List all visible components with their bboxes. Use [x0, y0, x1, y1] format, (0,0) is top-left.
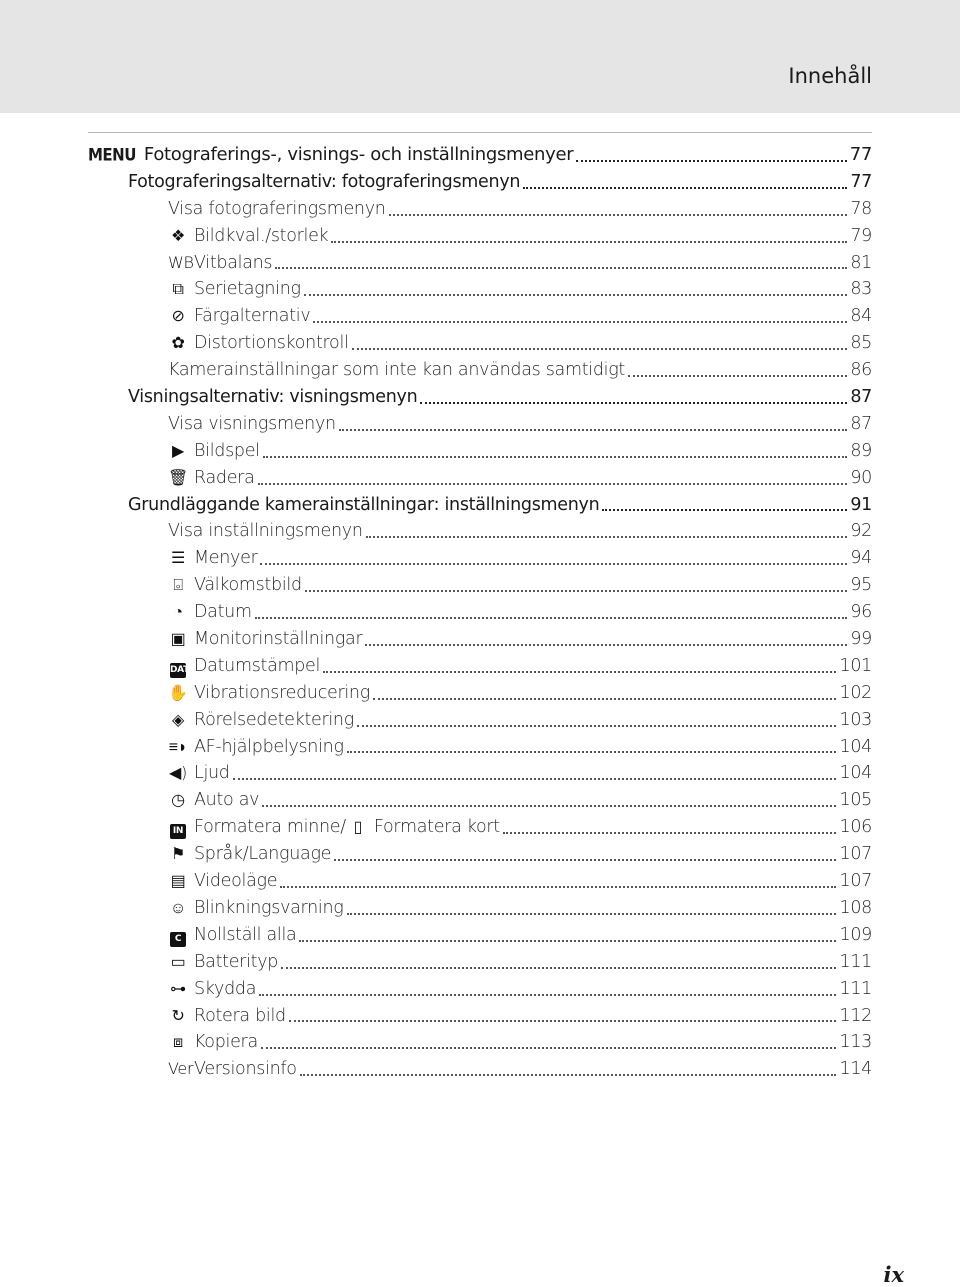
dot-leader	[299, 940, 836, 942]
memory-card-icon: ▯	[353, 817, 363, 837]
sound-icon: ◀)	[169, 763, 187, 783]
toc-entry-label	[168, 438, 260, 465]
toc-entry[interactable]	[88, 357, 872, 384]
toc-entry-text: Datum	[194, 602, 252, 623]
toc-entry-text: Vitbalans	[194, 252, 273, 273]
date-clock-icon: ◔	[173, 602, 183, 622]
toc-entry-page: 104	[839, 736, 872, 757]
toc-entry-page: 90	[850, 467, 872, 488]
toc-entry-text: Vibrationsreducering	[194, 682, 370, 703]
toc-entry[interactable]	[88, 599, 872, 626]
continuous-icon: ⧉	[172, 279, 184, 299]
toc-entry-text: Fotograferingsalternativ: fotograferingsmenyn	[128, 171, 521, 192]
toc-entry-text: AF-hjälpbelysning	[194, 736, 344, 757]
toc-entry-page: 107	[839, 871, 872, 892]
dot-leader	[347, 913, 837, 915]
welcome-screen-icon: ⌻	[173, 575, 183, 595]
toc-entry[interactable]	[88, 760, 872, 787]
toc-entry-label	[168, 465, 255, 492]
toc-entry-text: Skydda	[194, 978, 257, 999]
toc-entry-page: 77	[849, 144, 872, 165]
toc-entry-label	[168, 760, 230, 787]
slide-show-icon: ▶	[171, 440, 184, 460]
dot-leader	[576, 160, 846, 162]
toc-entry[interactable]	[88, 411, 872, 438]
toc-entry[interactable]	[88, 626, 872, 653]
dot-leader	[331, 241, 847, 243]
toc-entry-text: Färgalternativ	[194, 306, 311, 327]
dot-leader	[503, 832, 837, 834]
toc-entry[interactable]	[88, 196, 872, 223]
toc-entry-page: 108	[839, 897, 872, 918]
delete-icon: 🗑	[168, 467, 189, 487]
toc-entry[interactable]	[88, 169, 872, 196]
toc-entry-page: 91	[850, 494, 872, 515]
toc-entry-label	[168, 814, 500, 841]
toc-entry[interactable]	[88, 465, 872, 492]
toc-entry-label	[168, 626, 362, 653]
toc-entry[interactable]	[88, 841, 872, 868]
toc-entry-page: 111	[839, 951, 872, 972]
toc-entry-page: 94	[850, 548, 872, 569]
toc-entry[interactable]	[88, 976, 872, 1003]
toc-entry[interactable]	[88, 276, 872, 303]
toc-entry-text: Visa inställningsmenyn	[168, 521, 363, 542]
toc-entry-page: 111	[839, 978, 872, 999]
toc-entry-label	[168, 357, 625, 384]
dot-leader	[281, 967, 836, 969]
toc-entry-label	[168, 895, 344, 922]
toc-entry-label	[168, 572, 302, 599]
toc-entry-label	[168, 1056, 297, 1083]
toc-entry-page: 77	[850, 171, 872, 192]
dot-leader	[602, 509, 847, 511]
toc-entry-text: Rotera bild	[194, 1005, 286, 1026]
vibration-reduction-icon: ✋	[168, 682, 188, 702]
menu-icon: MENU	[88, 144, 136, 166]
toc-entry[interactable]	[88, 1056, 872, 1083]
toc-entry-label	[168, 841, 331, 868]
toc-entry-page: 87	[850, 413, 872, 434]
toc-entry[interactable]	[88, 895, 872, 922]
dot-leader	[259, 994, 836, 996]
protect-icon: ⊶	[170, 978, 186, 998]
toc-entry[interactable]	[88, 142, 872, 169]
toc-entry-label	[168, 680, 370, 707]
auto-off-icon: ◷	[171, 790, 185, 810]
video-mode-icon: ▤	[170, 871, 186, 891]
dot-leader	[233, 778, 837, 780]
language-icon: ⚑	[170, 844, 186, 864]
white-balance-icon: WB	[168, 252, 194, 272]
toc-entry-text: Bildkval./storlek	[194, 225, 329, 246]
table-of-contents	[88, 142, 872, 1083]
toc-entry-label	[168, 330, 349, 357]
dot-leader	[352, 348, 848, 350]
motion-detection-icon: ◈	[171, 709, 184, 729]
toc-entry-text: Formatera minne/	[194, 817, 346, 838]
toc-entry-label	[168, 787, 259, 814]
toc-entry-text: Grundläggande kamerainställningar: inställningsmenyn	[128, 494, 600, 515]
toc-entry-page: 89	[850, 440, 872, 461]
dot-leader	[258, 483, 848, 485]
toc-entry[interactable]	[88, 734, 872, 761]
dot-leader	[523, 187, 847, 189]
toc-entry[interactable]	[88, 1003, 872, 1030]
dot-leader	[263, 456, 848, 458]
toc-entry-label	[168, 1029, 258, 1056]
toc-entry-label	[88, 142, 573, 169]
dot-leader	[280, 886, 836, 888]
toc-entry-text: Monitorinställningar	[194, 629, 363, 650]
toc-entry-text: Distortionskontroll	[194, 333, 349, 354]
battery-type-icon: ▭	[170, 951, 186, 971]
toc-entry-label	[168, 868, 277, 895]
toc-entry-label	[168, 223, 328, 250]
toc-entry-page: 99	[850, 629, 872, 650]
toc-entry-text: Kopiera	[194, 1032, 258, 1053]
toc-entry-text: Bildspel	[194, 440, 260, 461]
toc-entry-label	[168, 599, 252, 626]
toc-entry-label	[168, 250, 272, 277]
toc-entry[interactable]	[88, 545, 872, 572]
toc-entry-text: Serietagning	[194, 279, 301, 300]
dot-leader	[389, 214, 848, 216]
toc-entry-label	[168, 707, 354, 734]
toc-entry-page: 84	[850, 306, 872, 327]
toc-entry-text: Fotograferings-, visnings- och inställningsmenyer	[143, 144, 574, 165]
toc-entry-label	[128, 384, 417, 411]
toc-entry[interactable]	[88, 438, 872, 465]
dot-leader	[323, 671, 836, 673]
toc-entry-page: 102	[839, 682, 872, 703]
dot-leader	[289, 1020, 837, 1022]
toc-entry-page: 105	[839, 790, 872, 811]
page-title: Innehåll	[788, 64, 872, 88]
toc-entry-page: 79	[850, 225, 872, 246]
toc-entry-text: Välkomstbild	[194, 575, 302, 596]
toc-entry-text-2: Formatera kort	[373, 817, 500, 838]
toc-entry-page: 113	[839, 1032, 872, 1053]
toc-entry-label	[168, 1003, 286, 1030]
toc-entry[interactable]	[88, 868, 872, 895]
dot-leader	[420, 402, 847, 404]
header-band	[0, 0, 960, 113]
toc-entry[interactable]	[88, 680, 872, 707]
toc-entry-page: 103	[839, 709, 872, 730]
toc-entry[interactable]	[88, 949, 872, 976]
distortion-control-icon: ✿	[171, 333, 185, 353]
toc-entry[interactable]	[88, 223, 872, 250]
toc-entry-page: 104	[839, 763, 872, 784]
toc-entry-page: 107	[839, 844, 872, 865]
toc-entry-page: 85	[850, 333, 872, 354]
toc-entry-page: 106	[839, 817, 872, 838]
toc-entry-label	[168, 276, 301, 303]
toc-entry[interactable]	[88, 330, 872, 357]
toc-entry-page: 96	[850, 602, 872, 623]
dot-leader	[339, 429, 848, 431]
dot-leader	[313, 321, 847, 323]
format-memory-icon: IN	[170, 824, 186, 839]
menus-icon: ☰	[170, 548, 186, 568]
dot-leader	[305, 590, 848, 592]
toc-entry-text: Visa visningsmenyn	[168, 413, 336, 434]
toc-entry-text: Ljud	[194, 763, 230, 784]
date-imprint-icon: DATE	[170, 663, 186, 678]
toc-entry[interactable]	[88, 384, 872, 411]
toc-entry-page: 114	[839, 1059, 872, 1080]
toc-entry-page: 81	[850, 252, 872, 273]
toc-entry-text: Visa fotograferingsmenyn	[168, 198, 386, 219]
toc-entry-text: Datumstämpel	[194, 655, 321, 676]
toc-entry[interactable]	[88, 492, 872, 519]
dot-leader	[300, 1074, 837, 1076]
toc-entry-page: 78	[850, 198, 872, 219]
reset-all-icon: C	[170, 932, 186, 947]
toc-entry-page: 92	[850, 521, 872, 542]
toc-entry-page: 109	[839, 924, 872, 945]
toc-entry-label	[168, 976, 256, 1003]
dot-leader	[261, 1047, 837, 1049]
toc-entry[interactable]	[88, 250, 872, 277]
toc-entry[interactable]	[88, 814, 872, 841]
toc-entry-page: 95	[850, 575, 872, 596]
toc-entry-page: 83	[850, 279, 872, 300]
toc-entry-label	[168, 518, 363, 545]
dot-leader	[357, 725, 837, 727]
dot-leader	[262, 805, 836, 807]
toc-entry-text: Versionsinfo	[194, 1059, 297, 1080]
toc-entry-text: Radera	[194, 467, 255, 488]
toc-entry-text: Kamerainställningar som inte kan användas samtidigt	[168, 360, 625, 381]
toc-entry-label	[168, 922, 296, 949]
dot-leader	[255, 617, 848, 619]
dot-leader	[260, 563, 847, 565]
toc-entry-text: Auto av	[194, 790, 260, 811]
copy-icon: ⧈	[173, 1032, 183, 1052]
toc-entry[interactable]	[88, 518, 872, 545]
toc-entry-page: 86	[850, 360, 872, 381]
toc-entry-text: Batterityp	[194, 951, 279, 972]
dot-leader	[366, 536, 848, 538]
toc-entry-label	[128, 169, 520, 196]
rotate-image-icon: ↻	[171, 1005, 185, 1025]
toc-entry-page: 112	[839, 1005, 872, 1026]
dot-leader	[365, 644, 847, 646]
color-options-icon: ⊘	[171, 306, 185, 326]
toc-entry-label	[168, 196, 386, 223]
toc-entry-label	[168, 653, 320, 680]
toc-entry-text: Nollställ alla	[194, 924, 297, 945]
af-assist-icon: ≡◗	[168, 736, 188, 756]
toc-entry-label	[168, 734, 344, 761]
page-number: ix	[883, 1262, 904, 1287]
toc-entry-text: Språk/Language	[194, 844, 332, 865]
dot-leader	[628, 375, 847, 377]
blink-warning-icon: ☺	[169, 897, 187, 917]
toc-entry[interactable]	[88, 1029, 872, 1056]
header-rule	[88, 132, 872, 133]
dot-leader	[304, 294, 848, 296]
toc-entry-text: Blinkningsvarning	[194, 897, 344, 918]
toc-entry-label	[128, 492, 599, 519]
toc-entry-text: Videoläge	[194, 871, 278, 892]
toc-entry-label	[168, 545, 257, 572]
toc-entry[interactable]	[88, 787, 872, 814]
toc-entry[interactable]	[88, 707, 872, 734]
toc-entry[interactable]	[88, 922, 872, 949]
toc-entry-label	[168, 411, 336, 438]
toc-entry[interactable]	[88, 653, 872, 680]
toc-entry-text: Visningsalternativ: visningsmenyn	[128, 387, 418, 408]
dot-leader	[347, 751, 837, 753]
dot-leader	[275, 267, 847, 269]
firmware-version-icon: Ver	[168, 1059, 194, 1079]
monitor-settings-icon: ▣	[170, 629, 186, 649]
dot-leader	[373, 698, 837, 700]
toc-entry-text: Rörelsedetektering	[194, 709, 354, 730]
dot-leader	[334, 859, 836, 861]
image-mode-icon: ❖	[170, 225, 186, 245]
toc-entry-page: 101	[839, 655, 872, 676]
toc-entry[interactable]	[88, 572, 872, 599]
toc-entry[interactable]	[88, 303, 872, 330]
toc-entry-label	[168, 303, 310, 330]
toc-entry-text: Menyer	[194, 548, 258, 569]
toc-entry-label	[168, 949, 278, 976]
toc-entry-page: 87	[850, 387, 872, 408]
